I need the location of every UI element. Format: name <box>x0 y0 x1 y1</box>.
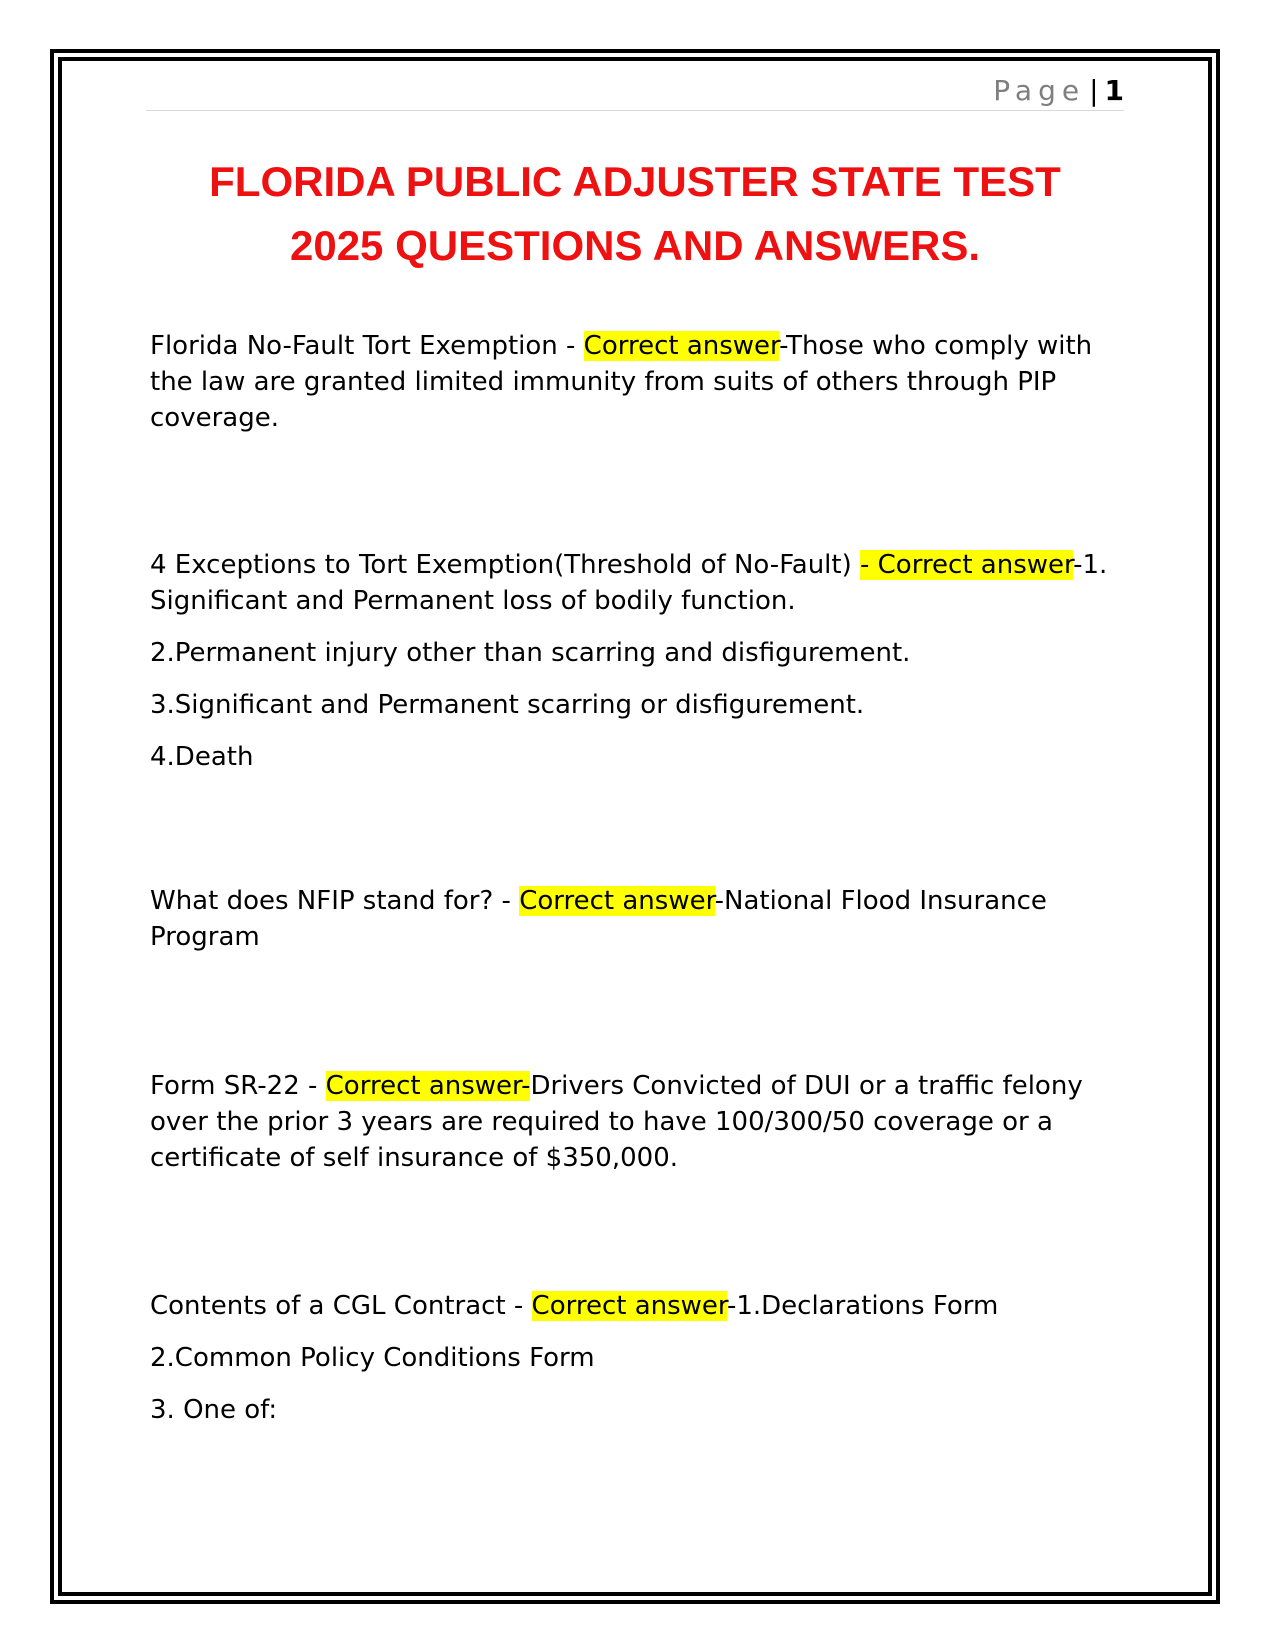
qa-paragraph <box>150 328 1110 436</box>
correct-answer-highlight: - Correct answer <box>860 550 1074 580</box>
question-text: What does NFIP stand for? - <box>150 886 520 916</box>
question-text: Form SR-22 - <box>150 1071 326 1101</box>
answer-list-item: 4.Death <box>150 742 254 772</box>
page-number: 1 <box>1104 74 1124 107</box>
answer-text: Drivers Convicted of DUI or a traffic felony over the prior 3 years are required to have 100/300/50 coverage or a certificate of self insurance of $350,000. <box>150 1071 1083 1173</box>
title-line-2: 2025 QUESTIONS AND ANSWERS. <box>289 222 981 269</box>
qa-paragraph <box>150 547 1110 619</box>
qa-item-tort-exemption <box>150 328 1110 436</box>
question-text: 4 Exceptions to Tort Exemption(Threshold of No-Fault) <box>150 550 860 580</box>
answer-text: -1. Significant and Permanent loss of bodily function. <box>150 550 1108 616</box>
qa-item-cgl-contract <box>150 1288 1110 1428</box>
answer-text: -1.Declarations Form <box>726 1291 999 1321</box>
answer-text: -Those who comply with the law are granted limited immunity from suits of others through PIP coverage. <box>150 331 1093 433</box>
correct-answer-highlight: Correct answer- <box>325 1071 531 1101</box>
title-line-1: FLORIDA PUBLIC ADJUSTER STATE TEST <box>209 158 1061 205</box>
answer-text: -National Flood Insurance Program <box>150 886 1047 952</box>
answer-list-item: 3.Significant and Permanent scarring or disfigurement. <box>150 690 865 720</box>
page-header <box>146 72 1124 111</box>
question-text: Florida No-Fault Tort Exemption - <box>150 331 584 361</box>
qa-paragraph <box>150 883 1110 955</box>
correct-answer-highlight: Correct answer <box>531 1291 727 1321</box>
question-text: Contents of a CGL Contract - <box>150 1291 532 1321</box>
answer-list-item: 2.Permanent injury other than scarring and disfigurement. <box>150 638 911 668</box>
answer-list-item: 2.Common Policy Conditions Form <box>150 1343 595 1373</box>
qa-item-tort-exceptions <box>150 547 1110 775</box>
page-label: Page <box>993 74 1086 107</box>
correct-answer-highlight: Correct answer <box>519 886 715 916</box>
answer-list-item: 3. One of: <box>150 1395 278 1425</box>
qa-paragraph <box>150 1288 1110 1324</box>
document-title <box>146 150 1124 278</box>
correct-answer-highlight: Correct answer <box>583 331 780 361</box>
page-separator: | <box>1089 74 1099 107</box>
qa-item-nfip <box>150 883 1110 955</box>
qa-paragraph <box>150 1068 1110 1176</box>
qa-item-sr22 <box>150 1068 1110 1176</box>
